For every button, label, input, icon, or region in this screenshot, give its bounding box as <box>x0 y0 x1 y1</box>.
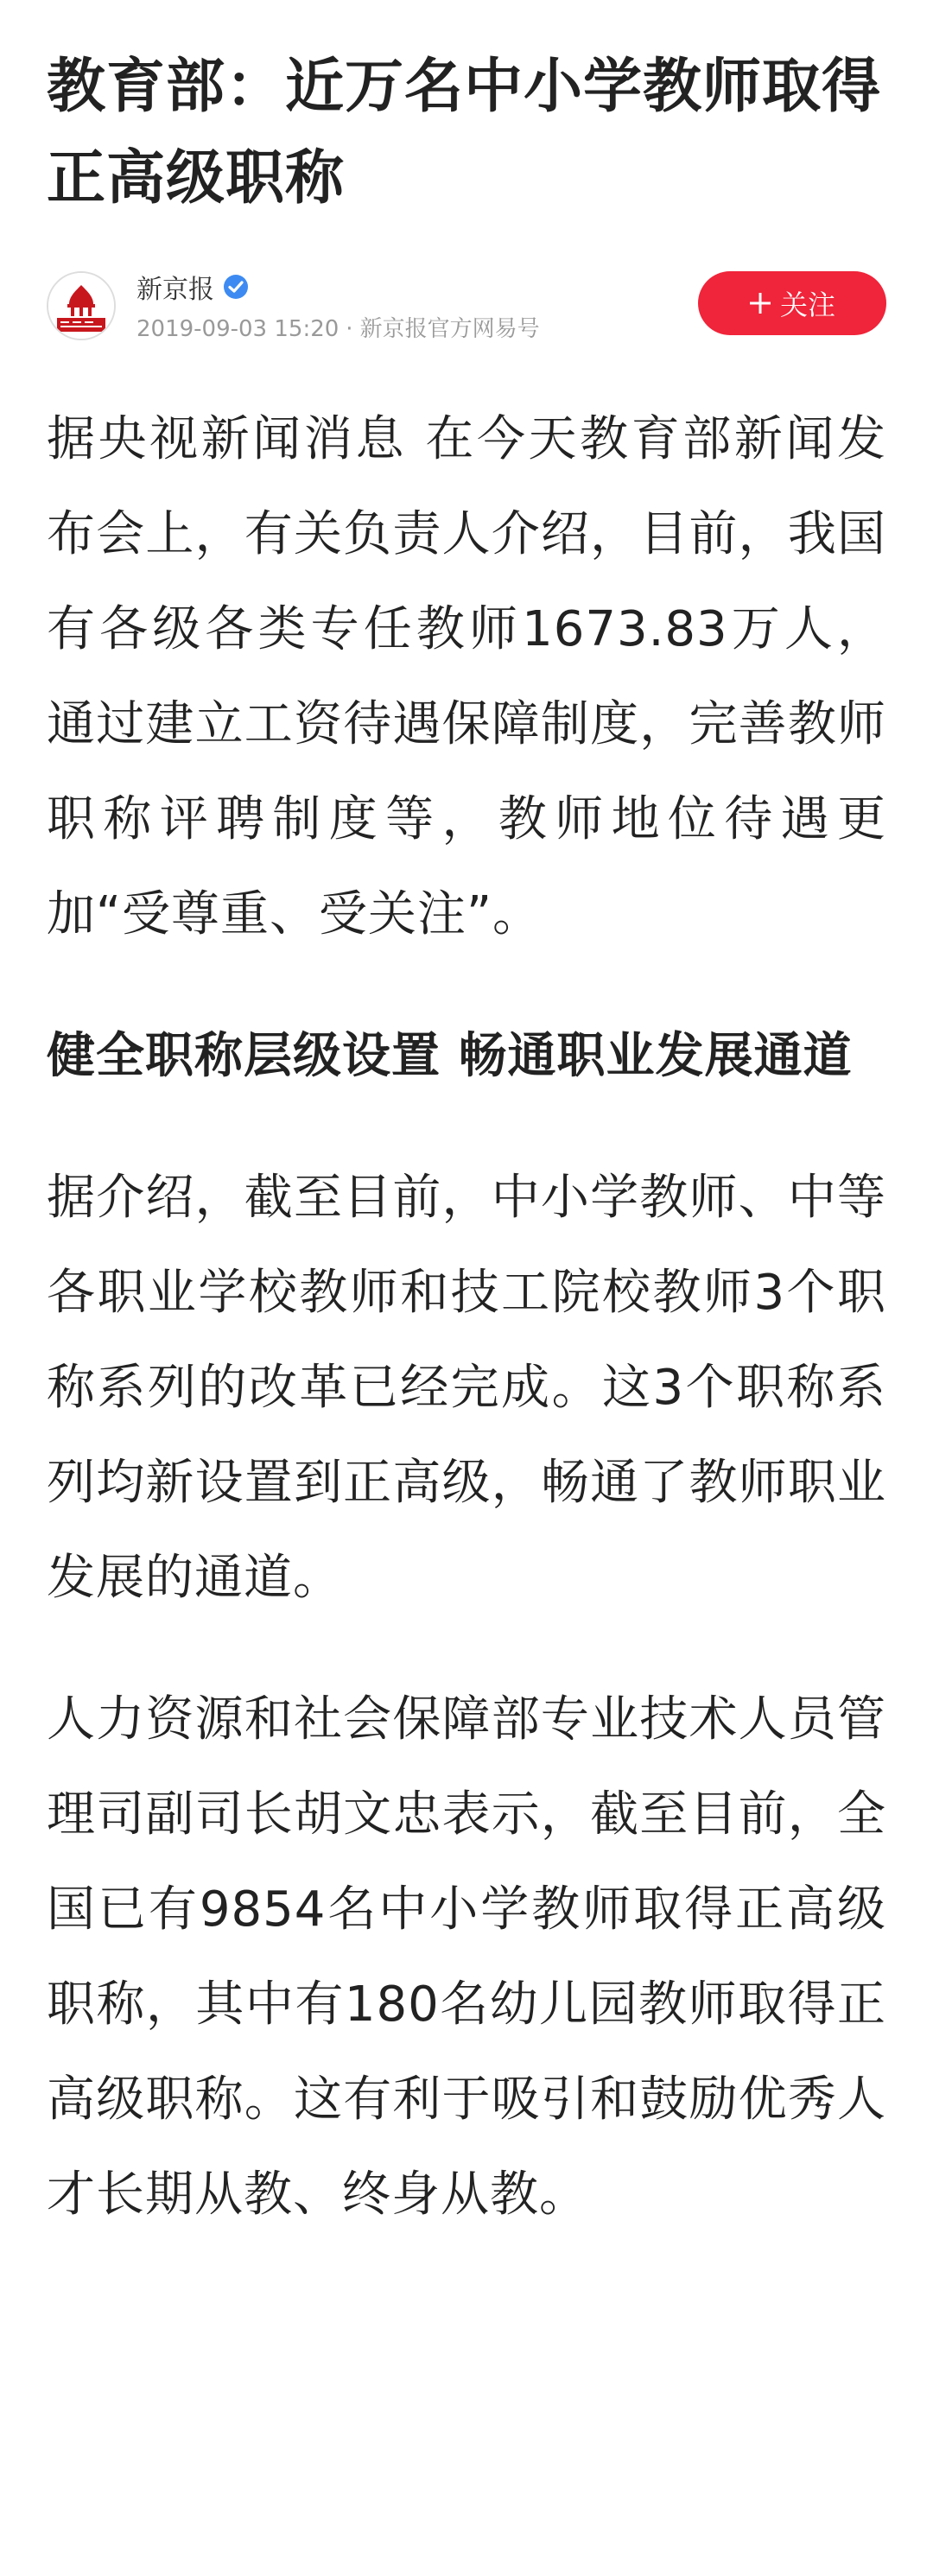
meta-separator: · <box>346 316 353 342</box>
section-heading: 健全职称层级设置 畅通职业发展通道 <box>47 1028 853 1084</box>
article-meta <box>47 270 886 346</box>
follow-button[interactable] <box>698 271 886 335</box>
article-paragraph: 据央视新闻消息 在今天教育部新闻发布会上，有关负责人介绍，目前，我国有各级各类专任教师1673.83万人，通过建立工资待遇保障制度，完善教师职称评聘制度等，教师地位待遇更加“受尊重、受关注”。 <box>47 411 886 942</box>
author-avatar[interactable] <box>47 271 116 340</box>
xinjingbao-logo-icon <box>48 273 114 339</box>
follow-button-label: 关注 <box>779 289 835 320</box>
verified-check-icon <box>223 274 249 300</box>
article-sub-info <box>136 311 540 343</box>
article-title: 教育部：近万名中小学教师取得正高级职称 <box>47 53 882 213</box>
plus-icon <box>749 286 771 320</box>
article-paragraph: 据介绍，截至目前，中小学教师、中等各职业学校教师和技工院校教师3个职称系列的改革已经完成。这3个职称系列均新设置到正高级，畅通了教师职业发展的通道。 <box>47 1170 886 1606</box>
publish-timestamp: 2019-09-03 15:20 <box>136 316 340 342</box>
source-label: 新京报官方网易号 <box>359 316 540 342</box>
article-body <box>47 392 886 2243</box>
author-row <box>136 270 249 304</box>
article-paragraph: 人力资源和社会保障部专业技术人员管理司副司长胡文忠表示，截至目前，全国已有9854名中小学教师取得正高级职称，其中有180名幼儿园教师取得正高级职称。这有利于吸引和鼓励优秀人才长期从教、终身从教。 <box>47 1691 886 2223</box>
author-name[interactable]: 新京报 <box>136 275 214 305</box>
